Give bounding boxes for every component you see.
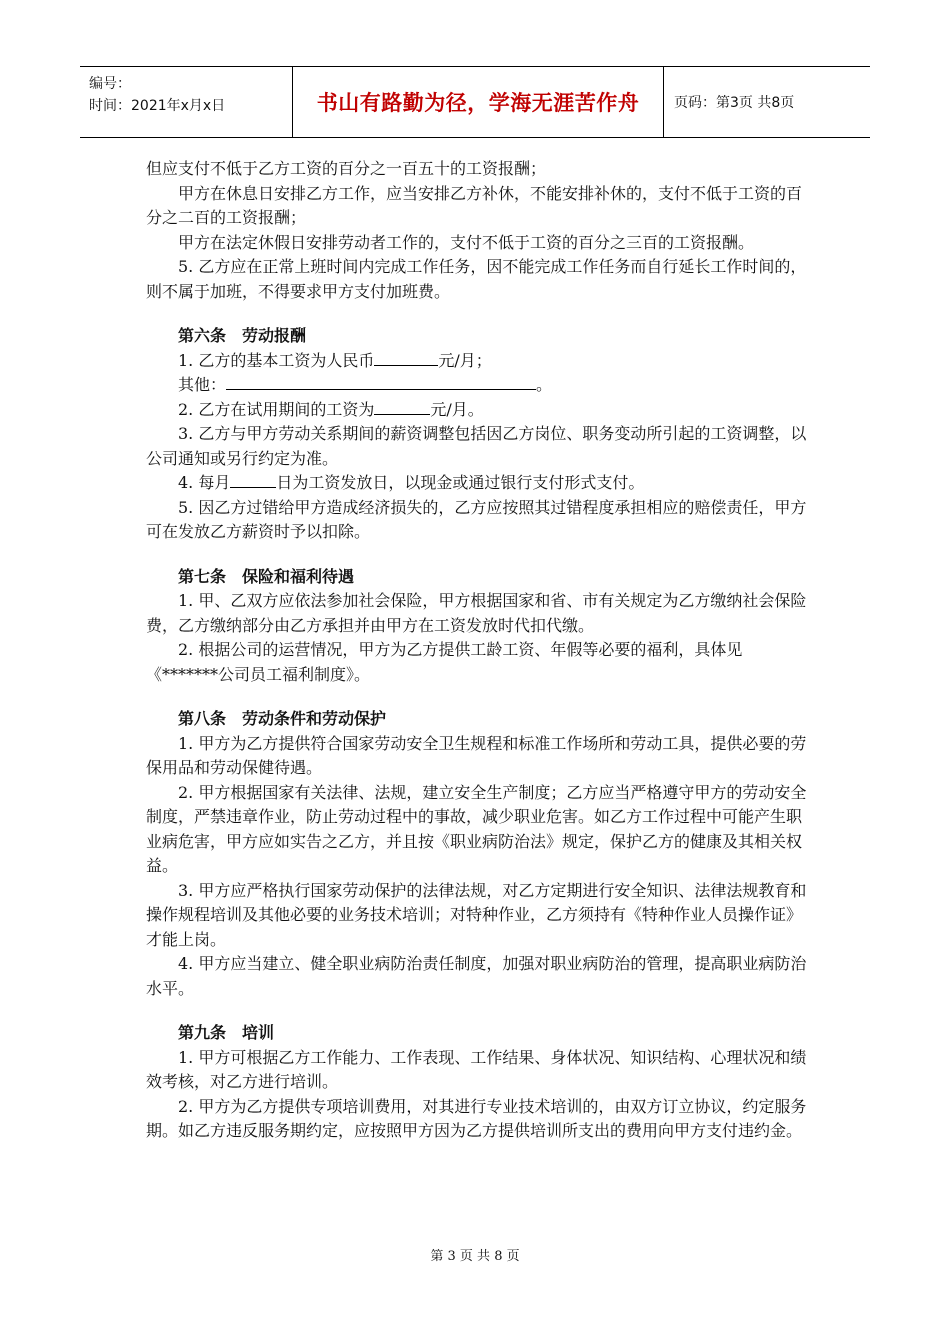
article-9-heading: 第九条 培训 (178, 1023, 275, 1042)
payday-text: 日为工资发放日，以现金或通过银行支付形式支付。 (276, 473, 645, 492)
other-salary-label: 其他： (178, 375, 227, 394)
other-salary-blank[interactable] (226, 374, 536, 390)
paragraph: 4. 甲方应当建立、健全职业病防治责任制度，加强对职业病防治的管理，提高职业病防治水平。 (146, 954, 807, 998)
paragraph: 5. 因乙方过错给甲方造成经济损失的，乙方应按照其过错程度承担相应的赔偿责任，甲方可在发放乙方薪资时予以扣除。 (146, 497, 807, 541)
paragraph: 1. 甲、乙双方应依法参加社会保险，甲方根据国家和省、市有关规定为乙方缴纳社会保险费，乙方缴纳部分由乙方承担并由甲方在工资发放时代扣代缴。 (146, 591, 807, 635)
paragraph: 3. 甲方应严格执行国家劳动保护的法律法规，对乙方定期进行安全知识、法律法规教育和操作规程培训及其他必要的业务技术培训；对特种作业，乙方须持有《特种作业人员操作证》才能上岗。 (146, 880, 807, 949)
payday-label: 4. 每月 (178, 473, 231, 492)
header-page-info: 页码：第3页 共8页 (674, 95, 795, 111)
probation-salary-blank[interactable] (374, 399, 430, 415)
probation-salary-line (146, 398, 810, 423)
page-header (80, 66, 870, 138)
other-salary-end: 。 (536, 375, 553, 394)
probation-salary-unit: 元/月。 (430, 399, 484, 419)
header-motto: 书山有路勤为径，学海无涯苦作舟 (293, 67, 664, 137)
article-7-heading: 第七条 保险和福利待遇 (178, 566, 355, 586)
paragraph: 5. 乙方应在正常上班时间内完成工作任务，因不能完成工作任务而自行延长工作时间的，则不属于加班，不得要求甲方支付加班费。 (146, 257, 807, 301)
document-number-label: 编号： (89, 76, 131, 92)
paragraph: 2. 根据公司的运营情况，甲方为乙方提供工龄工资、年假等必要的福利，具体见《*******公司员工福利制度》。 (146, 640, 743, 684)
paragraph: 甲方在休息日安排乙方工作，应当安排乙方补休，不能安排补休的，支付不低于工资的百分之二百的工资报酬； (146, 183, 803, 227)
paragraph: 2. 甲方根据国家有关法律、法规，建立安全生产制度；乙方应当严格遵守甲方的劳动安全制度，严禁违章作业，防止劳动过程中的事故，减少职业危害。如乙方工作过程中可能产生职业病危害，甲方应如实告之乙方，并且按《职业病防治法》规定，保护乙方的健康及其相关权益。 (146, 782, 807, 875)
article-6-heading: 第六条 劳动报酬 (178, 326, 307, 345)
other-salary-line (146, 373, 810, 398)
basic-salary-unit: 元/月； (438, 350, 492, 370)
basic-salary-label: 1. 乙方的基本工资为人民币 (178, 350, 375, 370)
paragraph: 3. 乙方与甲方劳动关系期间的薪资调整包括因乙方岗位、职务变动所引起的工资调整，以公司通知或另行约定为准。 (146, 424, 807, 468)
probation-salary-label: 2. 乙方在试用期间的工资为 (178, 399, 375, 419)
document-body (146, 157, 810, 1144)
basic-salary-blank[interactable] (374, 350, 438, 366)
paragraph: 但应支付不低于乙方工资的百分之一百五十的工资报酬； (146, 159, 547, 178)
header-meta (80, 67, 293, 137)
payday-line (146, 471, 810, 496)
basic-salary-line (146, 349, 810, 374)
paragraph: 1. 甲方可根据乙方工作能力、工作表现、工作结果、身体状况、知识结构、心理状况和绩效考核，对乙方进行培训。 (146, 1047, 807, 1091)
paragraph: 1. 甲方为乙方提供符合国家劳动安全卫生规程和标准工作场所和劳动工具，提供必要的劳保用品和劳动保健待遇。 (146, 733, 807, 777)
document-time-label: 时间：2021年x月x日 (89, 98, 226, 114)
paragraph: 甲方在法定休假日安排劳动者工作的，支付不低于工资的百分之三百的工资报酬。 (178, 232, 755, 252)
payday-blank[interactable] (230, 472, 276, 488)
article-8-heading: 第八条 劳动条件和劳动保护 (178, 709, 387, 728)
page-footer: 第 3 页 共 8 页 (430, 1249, 520, 1264)
paragraph: 2. 甲方为乙方提供专项培训费用，对其进行专业技术培训的，由双方订立协议，约定服务期。如乙方违反服务期约定，应按照甲方因为乙方提供培训所支出的费用向甲方支付违约金。 (146, 1096, 807, 1140)
